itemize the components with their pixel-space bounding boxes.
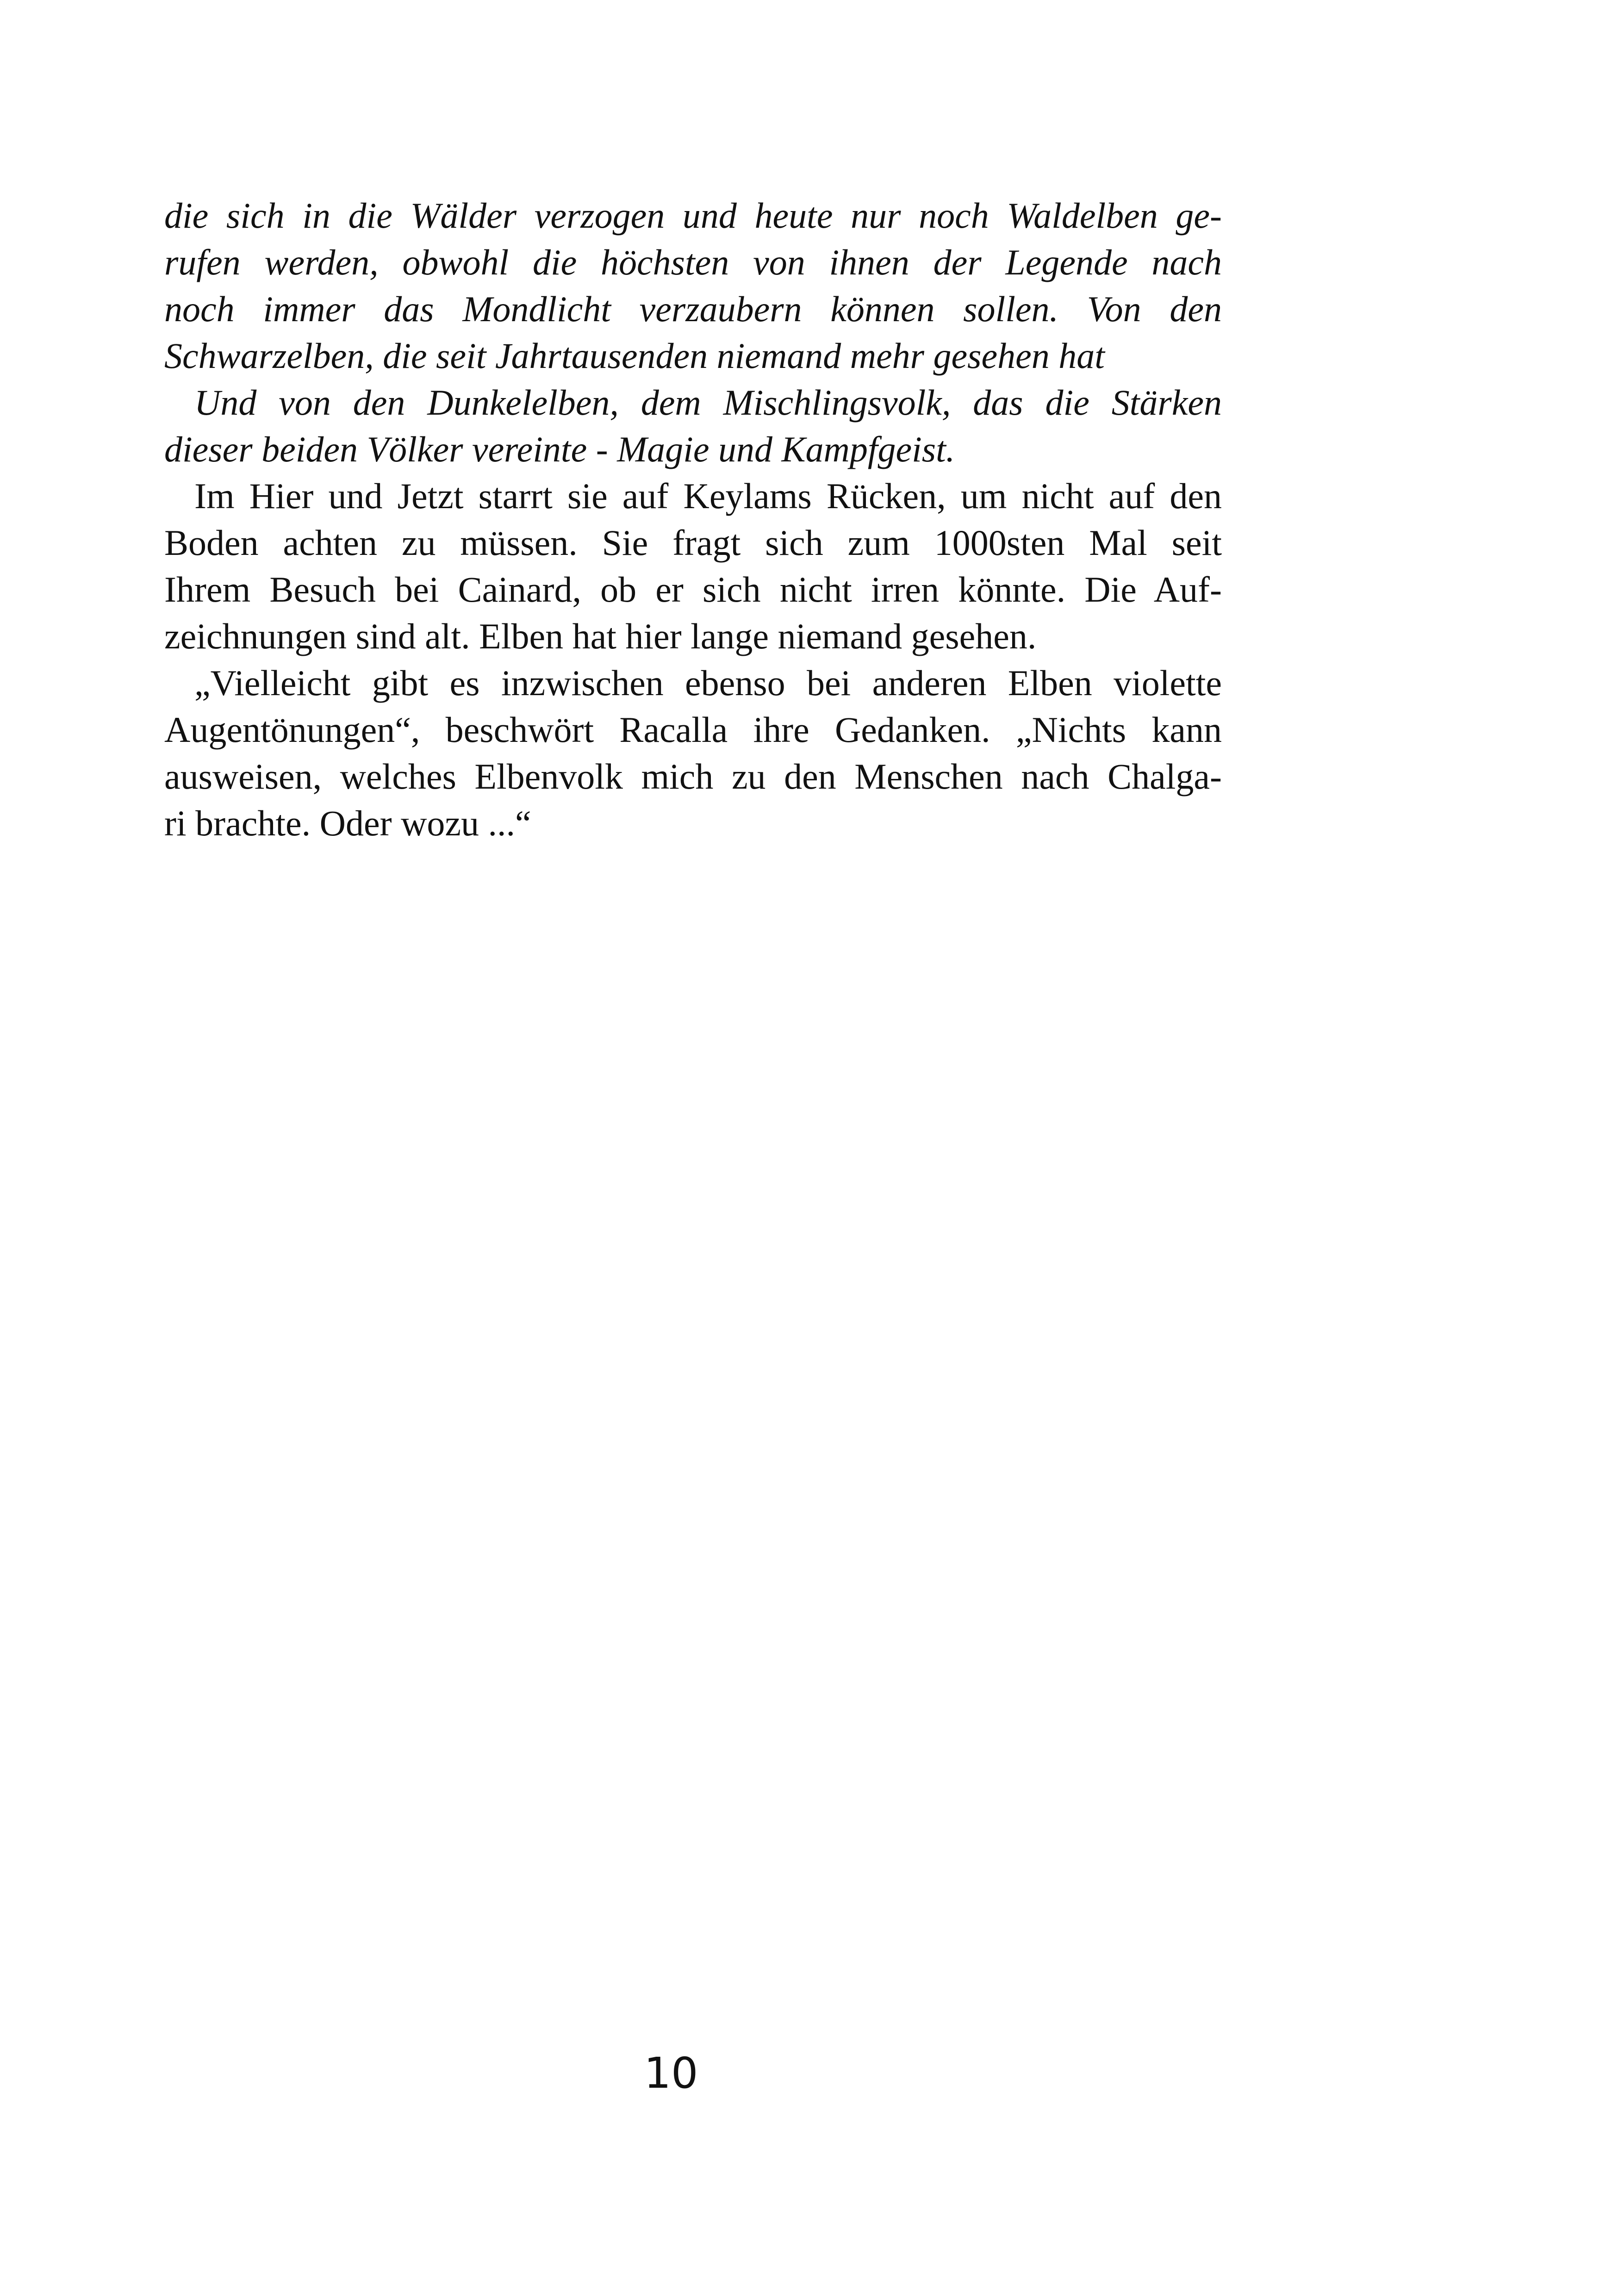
text-line: ri brachte. Oder wozu ...“ [164, 803, 531, 843]
text-line: ausweisen, welches Elbenvolk mich zu den Menschen nach Chalga- [164, 756, 1222, 796]
text-line: Schwarzelben, die seit Jahrtausenden niemand mehr gesehen hat [164, 336, 1105, 376]
text-line: Boden achten zu müssen. Sie fragt sich zum 1000sten Mal seit [164, 523, 1222, 563]
paragraph-1 [164, 192, 1222, 379]
page-number: 10 [644, 2048, 698, 2098]
text-line: noch immer das Mondlicht verzaubern können sollen. Von den [164, 289, 1222, 329]
text-line: dieser beiden Völker vereinte - Magie und Kampfgeist. [164, 429, 955, 469]
body-text [164, 192, 1222, 846]
text-line: „Vielleicht gibt es inzwischen ebenso bei anderen Elben violette [194, 663, 1222, 703]
paragraph-2 [164, 379, 1222, 473]
text-line: Augentönungen“, beschwört Racalla ihre Gedanken. „Nichts kann [164, 709, 1222, 750]
text-line: rufen werden, obwohl die höchsten von ihnen der Legende nach [164, 242, 1222, 282]
paragraph-3 [164, 473, 1222, 660]
paragraph-4 [164, 660, 1222, 846]
text-line: Und von den Dunkelelben, dem Mischlingsvolk, das die Stärken [194, 382, 1222, 423]
text-line: Ihrem Besuch bei Cainard, ob er sich nicht irren könnte. Die Auf- [164, 569, 1222, 610]
text-line: die sich in die Wälder verzogen und heute nur noch Waldelben ge- [164, 195, 1222, 236]
text-line: Im Hier und Jetzt starrt sie auf Keylams Rücken, um nicht auf den [194, 476, 1222, 516]
text-line: zeichnungen sind alt. Elben hat hier lange niemand gesehen. [164, 616, 1037, 656]
